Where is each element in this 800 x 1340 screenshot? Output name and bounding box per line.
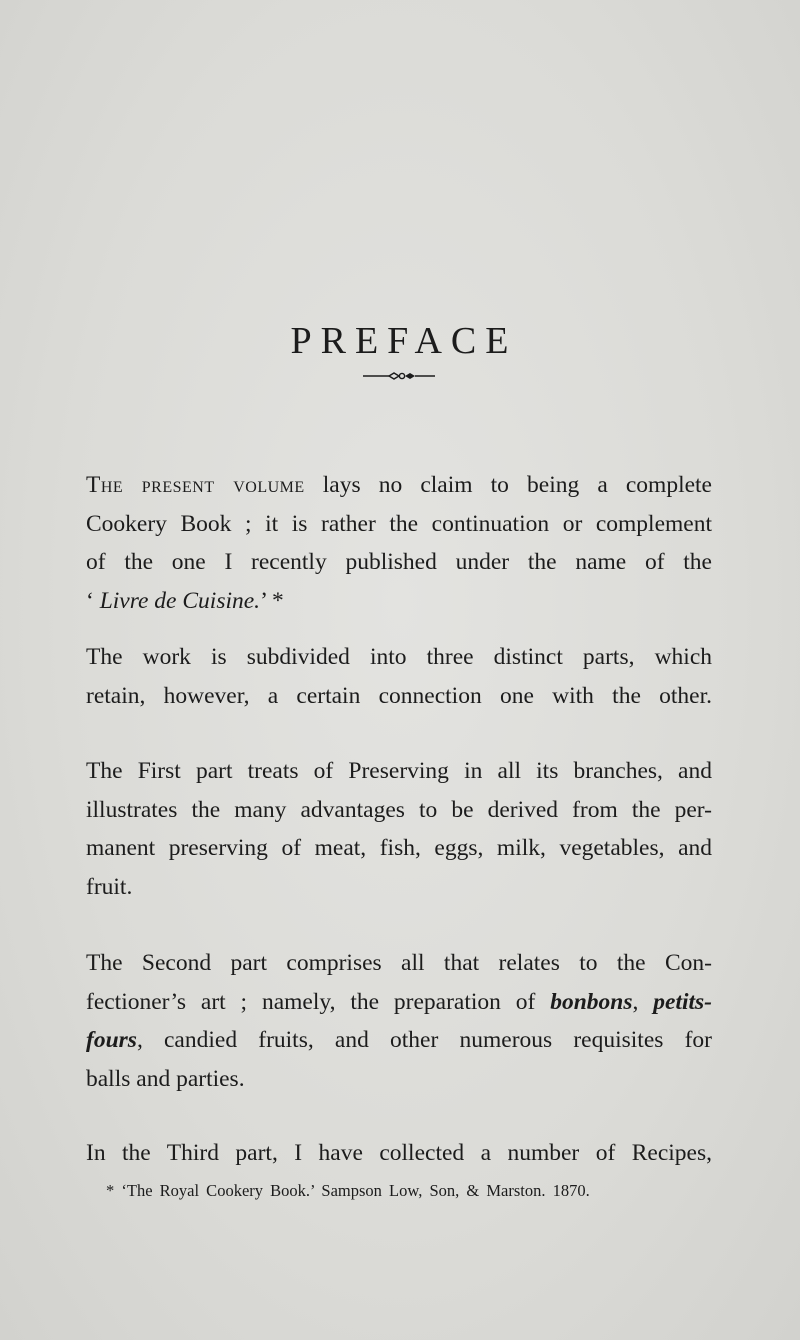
text-line: The work is subdivided into three distinct parts, which: [86, 644, 712, 670]
paragraph-2: [86, 638, 712, 715]
text-line: The Second part comprises all that relates to the Con-: [86, 950, 712, 976]
bonbons-italic: bonbons: [550, 988, 633, 1015]
text-span: ,: [632, 988, 654, 1015]
paragraph-4: [86, 944, 712, 1098]
text-line: retain, however, a certain connection one with the other.: [86, 682, 712, 709]
book-title-italic: Livre de Cuisine.: [99, 587, 261, 614]
paragraph-3: [86, 752, 712, 906]
paragraph-1: [86, 466, 712, 620]
petits-italic: petits-: [653, 988, 713, 1015]
page-title: PREFACE: [290, 320, 518, 362]
text-line: [86, 983, 712, 1022]
footnote-marker: ’ *: [260, 587, 284, 614]
text-span: ‘: [86, 587, 100, 614]
text-line: [86, 582, 712, 621]
text-line: fruit.: [86, 873, 133, 900]
text-span: fectioner’s art ; namely, the preparation of: [86, 988, 551, 1015]
text-span: , candied fruits, and other numerous requisites for: [136, 1027, 712, 1053]
text-line: manent preserving of meat, fish, eggs, milk, vegetables, and: [86, 835, 712, 861]
text-line: of the one I recently published under the name of the: [86, 549, 712, 575]
text-line: [86, 1021, 712, 1060]
ornament-rule: [363, 370, 435, 382]
footnote: * ‘The Royal Cookery Book.’ Sampson Low, Son, & Marston. 1870.: [106, 1181, 590, 1200]
text-span: lays no claim to being a complete: [304, 472, 712, 498]
text-line: balls and parties.: [86, 1065, 245, 1092]
text-line: Cookery Book ; it is rather the continuation or complement: [86, 510, 712, 537]
fours-italic: fours: [86, 1027, 137, 1053]
text-line: In the Third part, I have collected a number of Recipes,: [86, 1140, 712, 1166]
paragraph-5: [86, 1134, 712, 1173]
text-line: illustrates the many advantages to be derived from the per-: [86, 796, 712, 823]
text-line: The First part treats of Preserving in all its branches, and: [86, 758, 712, 784]
small-caps-lead: The present volume: [86, 472, 305, 498]
text-line: [86, 466, 712, 505]
